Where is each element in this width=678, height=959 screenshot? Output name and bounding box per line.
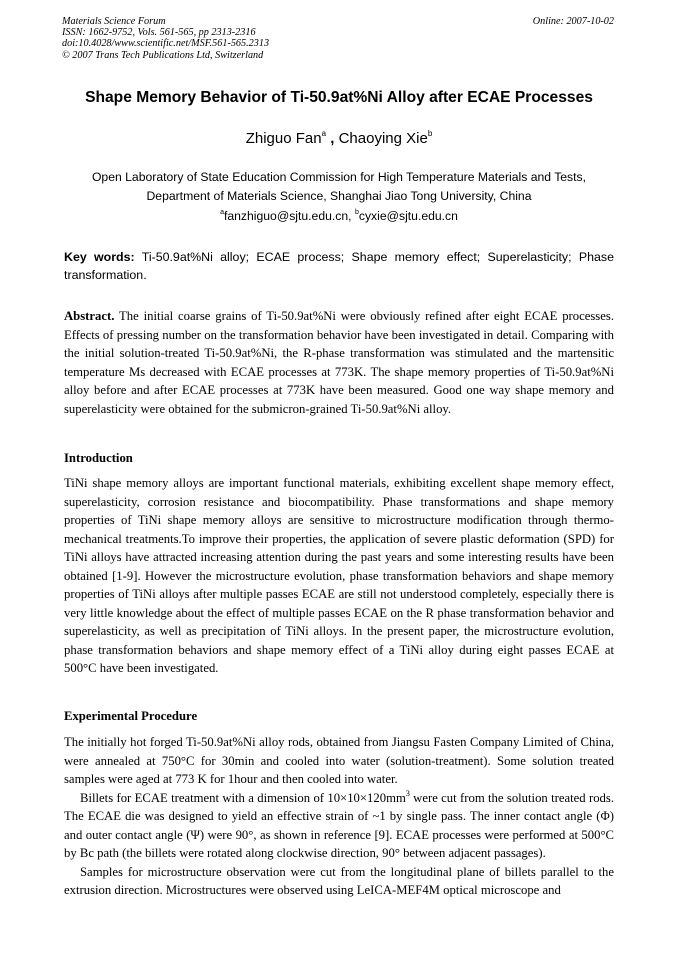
journal-name: Materials Science Forum [62,16,166,27]
abstract-label: Abstract. [64,309,115,323]
author-separator: , [326,130,339,147]
paragraph: TiNi shape memory alloys are important functional materials, exhibiting excellent shape memory effect, superelasticity, corrosion resistance and biocompatibility. Phase transformations and shape memory properties of TiNi shape memory alloys are sensitive to microstructure modification through thermo-mechanical treatments.To improve their properties, the application of severe plastic deformation (SPD) for TiNi alloys have attracted increasing attention during the past years and some interesting results have been obtained [1-9]. However the microstructure evolution, phase transformation behaviors and shape memory properties of TiNi alloys after multiple passes ECAE are still not understood completely, especially there is very little knowledge about the effect of multiple passes ECAE on the R phase transformation behavior and superelasticity, as well as precipitation of TiNi alloys. In the present paper, the microstructure evolution, phase transformation behaviors and shape memory effect of a TiNi alloy during eight passes ECAE at 500°C have been investigated. [64,476,614,675]
keywords [64,248,614,284]
author-name: Zhiguo Fan [245,130,322,147]
affiliation [60,168,618,206]
email-address: fanzhiguo@sjtu.edu.cn [223,209,349,223]
affiliation-line: Open Laboratory of State Education Commission for High Temperature Materials and Tests, [91,170,587,184]
section-heading-experimental: Experimental Procedure [64,709,198,723]
section-heading-introduction: Introduction [64,451,133,465]
affiliation-mark: b [427,129,433,138]
author-name: Chaoying Xie [338,130,428,147]
experimental-body [64,733,614,900]
paragraph: Samples for microstructure observation were cut from the longitudinal plane of billets parallel to the extrusion direction. Microstructures were observed using LeICA-MEF4M optical microscope and [64,864,614,897]
email-address: cyxie@sjtu.edu.cn [358,209,458,223]
affiliation-mark: a [321,129,327,138]
introduction-body [64,474,614,678]
paragraph [64,789,614,863]
paragraph-text: Billets for ECAE treatment with a dimension of 10×10×120mm [80,790,406,805]
journal-header [62,16,269,61]
keywords-text: Ti-50.9at%Ni alloy; ECAE process; Shape memory effect; Superelasticity; Phase transformation. [64,250,614,282]
paragraph-text: were cut from the solution treated rods. The ECAE die was designed to yield an effective strain of ~1 by single pass. The inner contact angle (Φ) and outer contact angle (Ψ) were 90°, as shown in reference [9]. ECAE processes were performed at 500°C by Bc path (the billets were rotated along clockwise direction, 90° between adjacent passages). [64,790,614,860]
affiliation-mark: b [354,209,359,216]
paragraph: The initially hot forged Ti-50.9at%Ni alloy rods, obtained from Jiangsu Fasten Company Limited of China, were annealed at 750°C for 30min and cooled into water (solution-treatment). Some solution treated samples were aged at 773 K for 1hour and then cooled into water. [64,735,614,786]
doi: doi:10.4028/www.scientific.net/MSF.561-565.2313 [62,38,270,50]
copyright: © 2007 Trans Tech Publications Ltd, Switzerland [62,49,264,61]
affiliation-mark: a [220,209,224,216]
paper-title: Shape Memory Behavior of Ti-50.9at%Ni Alloy after ECAE Processes [85,89,593,106]
abstract [64,307,614,418]
online-date: Online: 2007-10-02 [532,16,614,27]
author-line [0,130,678,147]
abstract-text: The initial coarse grains of Ti-50.9at%Ni were obviously refined after eight ECAE processes. Effects of pressing number on the transformation behavior have been investigated in detail. Comparing with the initial solution-treated Ti-50.9at%Ni, the R-phase transformation was stimulated and the martensitic temperature Ms decreased with ECAE processes at 773K. The shape memory properties of Ti-50.9at%Ni alloy before and after ECAE processes at 773K have been measured. Good one way shape memory and superelasticity were obtained for the submicron-grained Ti-50.9at%Ni alloy. [64,309,614,416]
affiliation-line: Department of Materials Science, Shanghai Jiao Tong University, China [146,189,532,203]
superscript: 3 [405,788,410,798]
issn: ISSN: 1662-9752, Vols. 561-565, pp 2313-2316 [62,27,256,39]
keywords-label: Key words: [64,250,135,264]
email-separator: , [348,209,355,223]
email-line [0,209,678,223]
